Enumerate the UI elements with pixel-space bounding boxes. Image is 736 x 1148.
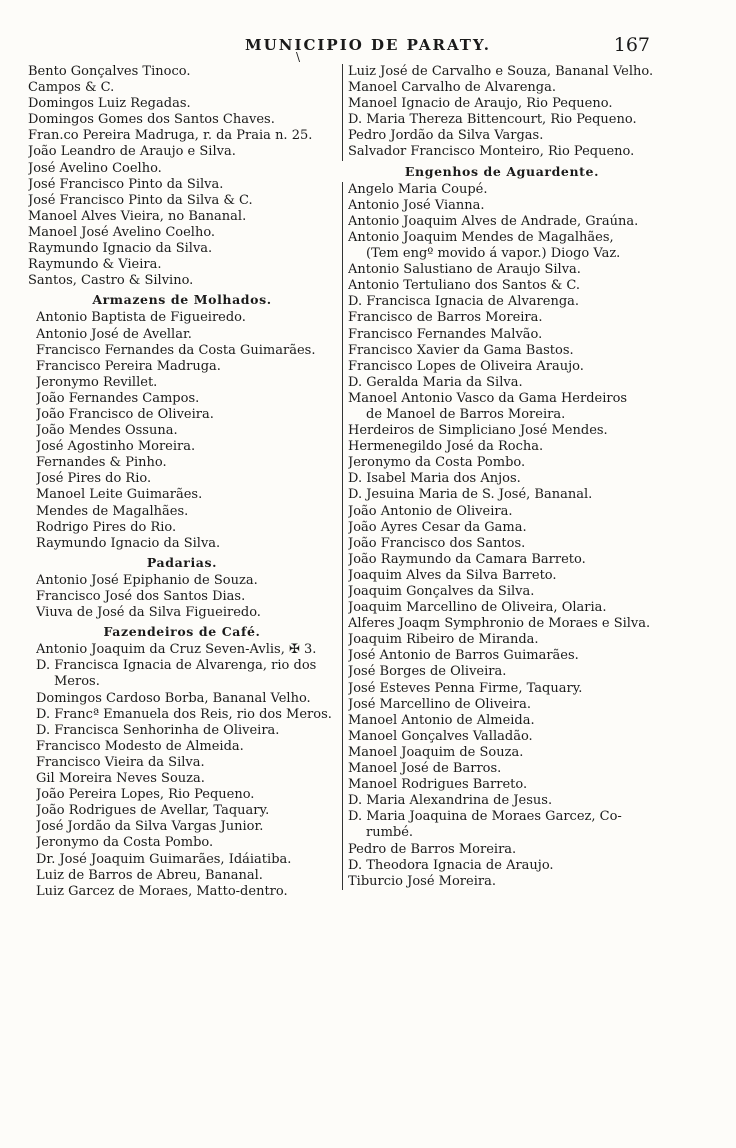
list-item: Fran.co Pereira Madruga, r. da Praia n. 25. xyxy=(28,128,313,144)
armazens-list xyxy=(28,310,336,551)
list-item: Dr. José Joaquim Guimarães, Idáiatiba. xyxy=(36,851,292,867)
list-item: D. Francª Emanuela dos Reis, rio dos Meros. xyxy=(36,706,332,722)
list-item: Manoel Rodrigues Barreto. xyxy=(348,777,528,793)
list-item: Jeronymo da Costa Pombo. xyxy=(36,835,214,851)
list-item: José Francisco Pinto da Silva. xyxy=(28,176,224,192)
page-number: 167 xyxy=(613,34,650,56)
list-item: José Francisco Pinto da Silva & C. xyxy=(28,192,253,208)
list-item: Hermenegildo José da Rocha. xyxy=(348,439,544,455)
list-item: Joaquim Ribeiro de Miranda. xyxy=(348,632,539,648)
list-item: Bento Gonçalves Tinoco. xyxy=(28,64,191,79)
list-item: rumbé. xyxy=(366,825,414,841)
list-item: Domingos Gomes dos Santos Chaves. xyxy=(28,112,275,128)
list-item: Antonio José Epiphanio de Souza. xyxy=(36,572,258,588)
fazendeiros-list xyxy=(28,642,336,900)
list-item: João Mendes Ossuna. xyxy=(36,423,178,439)
list-item: Antonio Baptista de Figueiredo. xyxy=(36,310,246,326)
list-item: Domingos Luiz Regadas. xyxy=(28,96,191,112)
list-item: Manoel Antonio de Almeida. xyxy=(348,712,535,728)
list-item: Domingos Cardoso Borba, Bananal Velho. xyxy=(36,690,311,706)
section-heading-padarias: Padarias. xyxy=(146,554,218,570)
list-item: Joaquim Marcellino de Oliveira, Olaria. xyxy=(348,600,607,616)
padarias-list xyxy=(28,573,336,621)
list-item: Meros. xyxy=(54,674,100,690)
list-item: Luiz José de Carvalho e Souza, Bananal Velho. xyxy=(348,64,654,79)
list-item: Rodrigo Pires do Rio. xyxy=(36,519,177,535)
list-item: Antonio Salustiano de Araujo Silva. xyxy=(348,262,581,278)
list-item: de Manoel de Barros Moreira. xyxy=(366,406,566,422)
list-item: Jeronymo Revillet. xyxy=(36,374,158,390)
list-item: Gil Moreira Neves Souza. xyxy=(36,771,205,787)
list-item: Antonio Joaquim Alves de Andrade, Graúna. xyxy=(348,213,639,229)
list-item: Francisco de Barros Moreira. xyxy=(348,310,543,326)
list-item: D. Maria Thereza Bittencourt, Rio Pequeno. xyxy=(348,112,637,128)
list-item: José Esteves Penna Firme, Taquary. xyxy=(348,680,583,696)
list-item: Raymundo Ignacio da Silva. xyxy=(36,535,221,551)
list-item: João Pereira Lopes, Rio Pequeno. xyxy=(36,787,255,803)
list-item: Francisco Fernandes da Costa Guimarães. xyxy=(36,342,316,358)
list-item: Francisco José dos Santos Dias. xyxy=(36,589,246,604)
list-item: José Agostinho Moreira. xyxy=(36,439,196,455)
list-item: Jeronymo da Costa Pombo. xyxy=(348,455,526,471)
list-item: Fernandes & Pinho. xyxy=(36,455,167,471)
list-item: D. Francisca Senhorinha de Oliveira. xyxy=(36,722,280,738)
list-item: Manoel Carvalho de Alvarenga. xyxy=(348,80,557,96)
list-item: Raymundo Ignacio da Silva. xyxy=(28,241,213,257)
list-item: José Avelino Coelho. xyxy=(28,160,162,176)
list-item: Herdeiros de Simpliciano José Mendes. xyxy=(348,423,608,439)
list-item: Campos & C. xyxy=(28,80,115,96)
list-item: João Rodrigues de Avellar, Taquary. xyxy=(36,803,270,819)
list-item: D. Francisca Ignacia de Alvarenga, rio dos xyxy=(36,658,317,674)
list-item: Manoel José Avelino Coelho. xyxy=(28,224,216,240)
list-item: D. Isabel Maria dos Anjos. xyxy=(348,471,521,487)
list-item: João Fernandes Campos. xyxy=(36,390,200,406)
list-item: Antonio José de Avellar. xyxy=(36,326,192,342)
header-mark: \ xyxy=(296,50,301,64)
list-item: Antonio Tertuliano dos Santos & C. xyxy=(348,278,581,294)
left-group1-list xyxy=(28,64,336,289)
list-item: Manoel Antonio Vasco da Gama Herdeiros xyxy=(348,390,628,406)
list-item: D. Jesuina Maria de S. José, Bananal. xyxy=(348,487,593,503)
list-item: Joaquim Alves da Silva Barreto. xyxy=(348,567,557,583)
list-item: D. Francisca Ignacia de Alvarenga. xyxy=(348,294,580,310)
list-item: Manoel José de Barros. xyxy=(348,761,502,777)
list-item: Salvador Francisco Monteiro, Rio Pequeno. xyxy=(348,144,635,160)
list-item: Mendes de Magalhães. xyxy=(36,503,189,519)
list-item: Manoel Leite Guimarães. xyxy=(36,487,203,503)
page-title: MUNICIPIO DE PARATY. xyxy=(245,36,491,54)
list-item: Manoel Alves Vieira, no Bananal. xyxy=(28,208,247,224)
list-item: D. Maria Joaquina de Moraes Garcez, Co- xyxy=(348,809,622,825)
list-item: João Francisco de Oliveira. xyxy=(36,406,214,422)
section-heading-engenhos: Engenhos de Aguardente. xyxy=(404,163,600,179)
list-item: D. Maria Alexandrina de Jesus. xyxy=(348,793,553,809)
right-column xyxy=(342,64,662,890)
list-item: José Jordão da Silva Vargas Junior. xyxy=(36,819,264,835)
list-item: Francisco Modesto de Almeida. xyxy=(36,738,244,754)
list-item: João Leandro de Araujo e Silva. xyxy=(28,144,236,160)
list-item: Pedro de Barros Moreira. xyxy=(348,841,517,857)
list-item: Angelo Maria Coupé. xyxy=(348,181,488,197)
left-column xyxy=(28,64,336,900)
list-item: Pedro Jordão da Silva Vargas. xyxy=(348,128,544,144)
list-item: Francisco Xavier da Gama Bastos. xyxy=(348,342,574,358)
list-item: Manoel Gonçalves Valladão. xyxy=(348,728,533,744)
list-item: Francisco Vieira da Silva. xyxy=(36,754,205,770)
list-item: Tiburcio José Moreira. xyxy=(348,873,496,889)
list-item: Luiz de Barros de Abreu, Bananal. xyxy=(36,867,263,883)
section-heading-fazendeiros: Fazendeiros de Café. xyxy=(103,624,261,640)
list-item: João Raymundo da Camara Barreto. xyxy=(348,551,586,567)
list-item: Manoel Joaquim de Souza. xyxy=(348,744,524,760)
list-item: Luiz Garcez de Moraes, Matto-dentro. xyxy=(36,883,288,899)
list-item: Antonio Joaquim da Cruz Seven-Avlis, ✠ 3. xyxy=(36,642,317,658)
list-item: Joaquim Gonçalves da Silva. xyxy=(348,584,535,599)
list-item: José Borges de Oliveira. xyxy=(348,664,507,680)
list-item: Manoel Ignacio de Araujo, Rio Pequeno. xyxy=(348,96,613,112)
list-item: D. Geralda Maria da Silva. xyxy=(348,374,523,390)
right-group1-list xyxy=(342,64,662,161)
list-item: João Ayres Cesar da Gama. xyxy=(348,519,527,535)
list-item: José Marcellino de Oliveira. xyxy=(348,696,532,712)
list-item: Francisco Lopes de Oliveira Araujo. xyxy=(348,358,584,374)
list-item: João Antonio de Oliveira. xyxy=(348,503,513,519)
engenhos-list xyxy=(342,182,662,890)
list-item: José Antonio de Barros Guimarães. xyxy=(348,648,579,664)
list-item: Alferes Joaqm Symphronio de Moraes e Silva. xyxy=(348,616,651,632)
list-item: Viuva de José da Silva Figueiredo. xyxy=(36,605,261,621)
list-item: João Francisco dos Santos. xyxy=(348,535,526,551)
page-header xyxy=(0,34,736,64)
list-item: Antonio José Vianna. xyxy=(348,197,485,213)
list-item: Francisco Pereira Madruga. xyxy=(36,358,221,374)
section-heading-armazens: Armazens de Molhados. xyxy=(92,292,272,308)
list-item: José Pires do Rio. xyxy=(36,471,152,487)
list-item: D. Theodora Ignacia de Araujo. xyxy=(348,857,554,873)
list-item: Francisco Fernandes Malvão. xyxy=(348,326,543,342)
list-item: (Tem engº movido á vapor.) Diogo Vaz. xyxy=(366,246,621,262)
list-item: Antonio Joaquim Mendes de Magalhães, xyxy=(348,229,614,245)
list-item: Santos, Castro & Silvino. xyxy=(28,273,194,289)
list-item: Raymundo & Vieira. xyxy=(28,257,162,273)
